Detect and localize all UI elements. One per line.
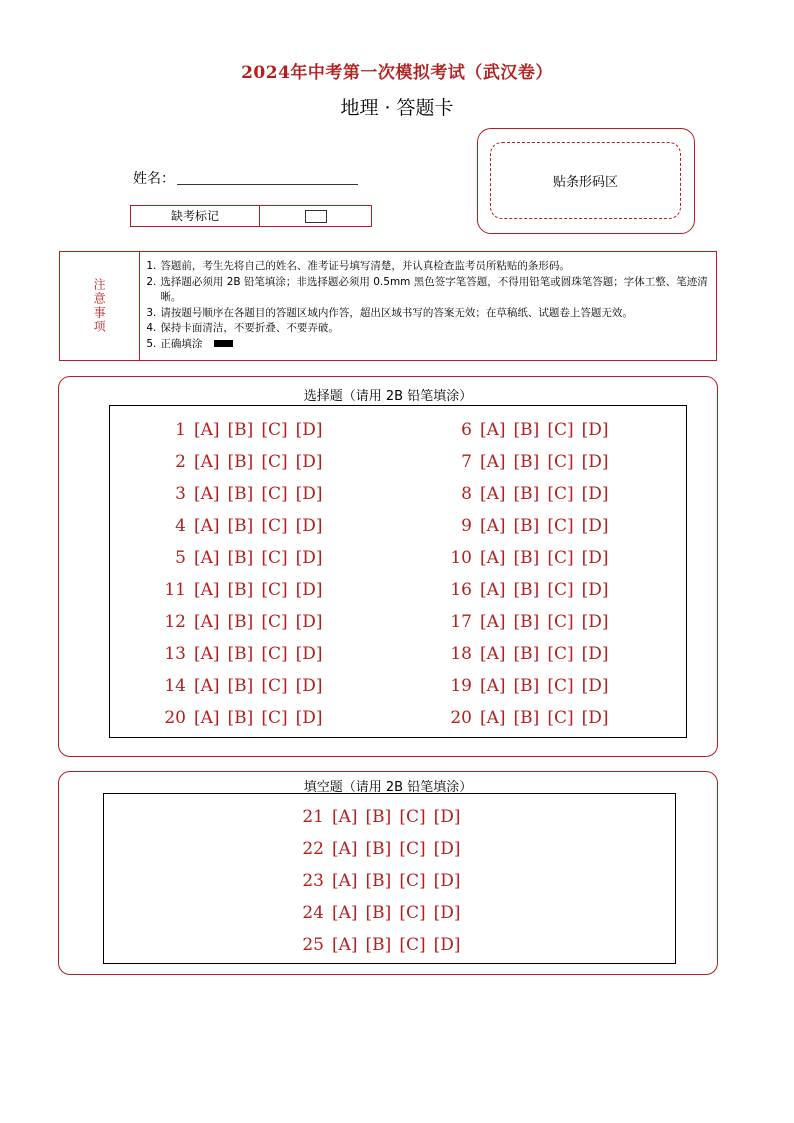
answer-bubble[interactable]: [B] [365, 839, 392, 859]
answer-bubble[interactable]: [C] [399, 871, 426, 891]
filled-sample-mark [214, 340, 233, 347]
answer-bubble[interactable]: [A] [332, 903, 358, 923]
answer-bubble[interactable]: [A] [194, 452, 220, 472]
notice-item-text: 正确填涂 [160, 337, 203, 350]
answer-bubble[interactable]: [A] [480, 484, 506, 504]
question-number: 18 [450, 644, 472, 664]
absent-mark-label: 缺考标记 [131, 206, 260, 226]
absent-mark-cell [260, 206, 371, 226]
question-number: 2 [175, 452, 186, 472]
answer-bubble[interactable]: [D] [295, 644, 323, 664]
answer-bubble[interactable]: [D] [433, 871, 461, 891]
question-number: 25 [302, 935, 324, 955]
notice-item-number: 2. [146, 275, 157, 288]
answer-bubble[interactable]: [A] [480, 548, 506, 568]
choice-section-title: 选择题（请用 2B 铅笔填涂） [303, 389, 473, 404]
question-number: 13 [164, 644, 186, 664]
answer-bubble[interactable]: [D] [581, 708, 609, 728]
question-row [448, 676, 609, 696]
answer-bubble[interactable]: [C] [399, 839, 426, 859]
notice-item [146, 321, 710, 337]
answer-bubble[interactable]: [C] [261, 644, 288, 664]
answer-bubble[interactable]: [B] [365, 903, 392, 923]
answer-bubble[interactable]: [C] [547, 516, 574, 536]
answer-bubble[interactable]: [B] [513, 644, 540, 664]
answer-bubble[interactable]: [B] [513, 580, 540, 600]
question-row [300, 839, 461, 859]
answer-bubble[interactable]: [C] [261, 580, 288, 600]
answer-bubble[interactable]: [A] [194, 420, 220, 440]
answer-bubble[interactable]: [A] [480, 644, 506, 664]
answer-bubble[interactable]: [A] [332, 839, 358, 859]
answer-bubble[interactable]: [C] [261, 484, 288, 504]
notice-item [146, 275, 710, 306]
answer-bubble[interactable]: [B] [227, 676, 254, 696]
answer-bubble[interactable]: [C] [547, 452, 574, 472]
question-row [162, 420, 323, 440]
answer-bubble[interactable]: [B] [513, 708, 540, 728]
question-number: 24 [302, 903, 324, 923]
answer-bubble[interactable]: [D] [581, 516, 609, 536]
answer-bubble[interactable]: [A] [194, 484, 220, 504]
answer-bubble[interactable]: [D] [433, 839, 461, 859]
question-row [162, 644, 323, 664]
question-row [300, 935, 461, 955]
answer-bubble[interactable]: [A] [194, 548, 220, 568]
question-row [448, 548, 609, 568]
question-row [448, 644, 609, 664]
question-number: 6 [461, 420, 472, 440]
answer-bubble[interactable]: [B] [227, 516, 254, 536]
question-row [162, 548, 323, 568]
answer-bubble[interactable]: [B] [513, 516, 540, 536]
question-number: 1 [175, 420, 186, 440]
question-row [162, 612, 323, 632]
question-row [162, 580, 323, 600]
question-number: 12 [164, 612, 186, 632]
answer-bubble[interactable]: [B] [227, 708, 254, 728]
question-number: 5 [175, 548, 186, 568]
answer-bubble[interactable]: [B] [227, 452, 254, 472]
notice-item-text: 保持卡面清洁，不要折叠、不要弄破。 [160, 322, 339, 334]
answer-bubble[interactable]: [C] [261, 452, 288, 472]
question-row [448, 484, 609, 504]
answer-bubble[interactable]: [A] [194, 612, 220, 632]
answer-bubble[interactable]: [A] [332, 935, 358, 955]
answer-bubble[interactable]: [B] [227, 644, 254, 664]
answer-bubble[interactable]: [D] [295, 484, 323, 504]
answer-bubble[interactable]: [C] [399, 903, 426, 923]
answer-bubble[interactable]: [C] [261, 516, 288, 536]
question-row [448, 516, 609, 536]
answer-bubble[interactable]: [C] [547, 708, 574, 728]
answer-bubble[interactable]: [A] [194, 580, 220, 600]
answer-bubble[interactable]: [C] [261, 420, 288, 440]
question-row [300, 903, 461, 923]
question-row [162, 708, 323, 728]
answer-bubble[interactable]: [D] [295, 548, 323, 568]
notice-heading-cell [60, 252, 140, 360]
question-row [448, 580, 609, 600]
answer-bubble[interactable]: [B] [227, 612, 254, 632]
name-label: 姓名： [133, 171, 175, 187]
question-number: 16 [450, 580, 472, 600]
answer-bubble[interactable]: [A] [480, 580, 506, 600]
answer-bubble[interactable]: [C] [261, 548, 288, 568]
notice-item-text: 请按题号顺序在各题目的答题区域内作答，超出区域书写的答案无效；在草稿纸、试题卷上答题无效。 [160, 306, 633, 319]
answer-bubble[interactable]: [C] [261, 676, 288, 696]
answer-bubble[interactable]: [A] [480, 452, 506, 472]
answer-bubble[interactable]: [D] [581, 676, 609, 696]
barcode-label: 贴条形码区 [490, 142, 681, 219]
answer-bubble[interactable]: [B] [513, 484, 540, 504]
answer-bubble[interactable]: [D] [581, 612, 609, 632]
fill-section-title: 填空题（请用 2B 铅笔填涂） [303, 780, 473, 795]
answer-bubble[interactable]: [D] [295, 516, 323, 536]
answer-bubble[interactable]: [D] [433, 807, 461, 827]
notice-item-number: 1. [146, 260, 157, 272]
question-number: 22 [302, 839, 324, 859]
answer-bubble[interactable]: [C] [261, 612, 288, 632]
answer-bubble[interactable]: [D] [295, 708, 323, 728]
question-row [162, 484, 323, 504]
question-number: 19 [450, 676, 472, 696]
answer-bubble[interactable]: [B] [513, 452, 540, 472]
question-row [448, 420, 609, 440]
answer-bubble[interactable]: [A] [194, 644, 220, 664]
notice-heading: 注意事项 [92, 278, 107, 334]
answer-bubble[interactable]: [A] [194, 676, 220, 696]
answer-bubble[interactable]: [D] [581, 420, 609, 440]
answer-bubble[interactable]: [D] [295, 420, 323, 440]
notice-item-text: 选择题必须用 2B 铅笔填涂；非选择题必须用 0.5mm 黑色签字笔答题，不得用铅笔或圆珠笔答题；字体工整、笔迹清晰。 [160, 275, 708, 303]
answer-bubble[interactable]: [A] [480, 516, 506, 536]
answer-bubble[interactable]: [B] [227, 420, 254, 440]
notice-box [59, 251, 717, 361]
question-number: 11 [164, 580, 186, 600]
question-number: 7 [461, 452, 472, 472]
notice-item [146, 337, 710, 353]
answer-bubble[interactable]: [C] [399, 935, 426, 955]
answer-bubble[interactable]: [B] [365, 935, 392, 955]
answer-bubble[interactable]: [D] [295, 452, 323, 472]
answer-bubble[interactable]: [D] [433, 935, 461, 955]
answer-bubble[interactable]: [B] [365, 871, 392, 891]
page-subtitle: 地理 · 答题卡 [340, 97, 454, 119]
answer-bubble[interactable]: [A] [480, 676, 506, 696]
answer-bubble[interactable]: [D] [433, 903, 461, 923]
answer-bubble[interactable]: [A] [194, 708, 220, 728]
answer-bubble[interactable]: [C] [261, 708, 288, 728]
answer-bubble[interactable]: [C] [547, 580, 574, 600]
question-row [448, 452, 609, 472]
question-row [448, 612, 609, 632]
question-row [162, 676, 323, 696]
answer-bubble[interactable]: [C] [399, 807, 426, 827]
page-title: 2024年中考第一次模拟考试（武汉卷） [241, 63, 553, 83]
notice-list [140, 252, 716, 360]
question-number: 21 [302, 807, 324, 827]
answer-bubble[interactable]: [D] [295, 676, 323, 696]
answer-bubble[interactable]: [D] [581, 548, 609, 568]
answer-bubble[interactable]: [A] [194, 516, 220, 536]
answer-bubble[interactable]: [B] [513, 612, 540, 632]
absent-mark-checkbox[interactable] [305, 210, 327, 223]
question-row [300, 807, 461, 827]
answer-bubble[interactable]: [D] [581, 644, 609, 664]
answer-bubble[interactable]: [D] [295, 580, 323, 600]
absent-mark-row [130, 205, 372, 227]
answer-bubble[interactable]: [C] [547, 548, 574, 568]
answer-bubble[interactable]: [B] [513, 420, 540, 440]
notice-item-number: 3. [146, 306, 157, 319]
question-number: 23 [302, 871, 324, 891]
answer-bubble[interactable]: [C] [547, 676, 574, 696]
answer-bubble[interactable]: [B] [513, 548, 540, 568]
answer-bubble[interactable]: [B] [227, 548, 254, 568]
answer-bubble[interactable]: [A] [332, 807, 358, 827]
notice-item [146, 259, 710, 275]
question-number: 3 [175, 484, 186, 504]
answer-bubble[interactable]: [D] [581, 452, 609, 472]
question-row [300, 871, 461, 891]
question-number: 14 [164, 676, 186, 696]
answer-bubble[interactable]: [B] [513, 676, 540, 696]
answer-bubble[interactable]: [C] [547, 484, 574, 504]
notice-item-number: 5. [146, 337, 157, 350]
answer-bubble[interactable]: [A] [480, 612, 506, 632]
name-field[interactable] [177, 184, 358, 185]
question-number: 4 [175, 516, 186, 536]
question-number: 20 [164, 708, 186, 728]
question-number: 9 [461, 516, 472, 536]
notice-item-text: 答题前，考生先将自己的姓名、准考证号填写清楚，并认真检查监考员所粘贴的条形码。 [160, 260, 570, 272]
question-number: 10 [450, 548, 472, 568]
answer-bubble[interactable]: [D] [295, 612, 323, 632]
answer-bubble[interactable]: [C] [547, 612, 574, 632]
question-row [162, 516, 323, 536]
answer-bubble[interactable]: [C] [547, 644, 574, 664]
answer-bubble[interactable]: [D] [581, 580, 609, 600]
notice-item [146, 306, 710, 322]
answer-bubble[interactable]: [A] [332, 871, 358, 891]
answer-bubble[interactable]: [A] [480, 708, 506, 728]
answer-bubble[interactable]: [B] [227, 580, 254, 600]
question-number: 8 [461, 484, 472, 504]
answer-bubble[interactable]: [A] [480, 420, 506, 440]
question-row [162, 452, 323, 472]
answer-bubble[interactable]: [D] [581, 484, 609, 504]
answer-bubble[interactable]: [B] [227, 484, 254, 504]
notice-item-number: 4. [146, 322, 157, 334]
question-row [448, 708, 609, 728]
question-number: 17 [450, 612, 472, 632]
answer-bubble[interactable]: [C] [547, 420, 574, 440]
answer-bubble[interactable]: [B] [365, 807, 392, 827]
question-number: 20 [450, 708, 472, 728]
